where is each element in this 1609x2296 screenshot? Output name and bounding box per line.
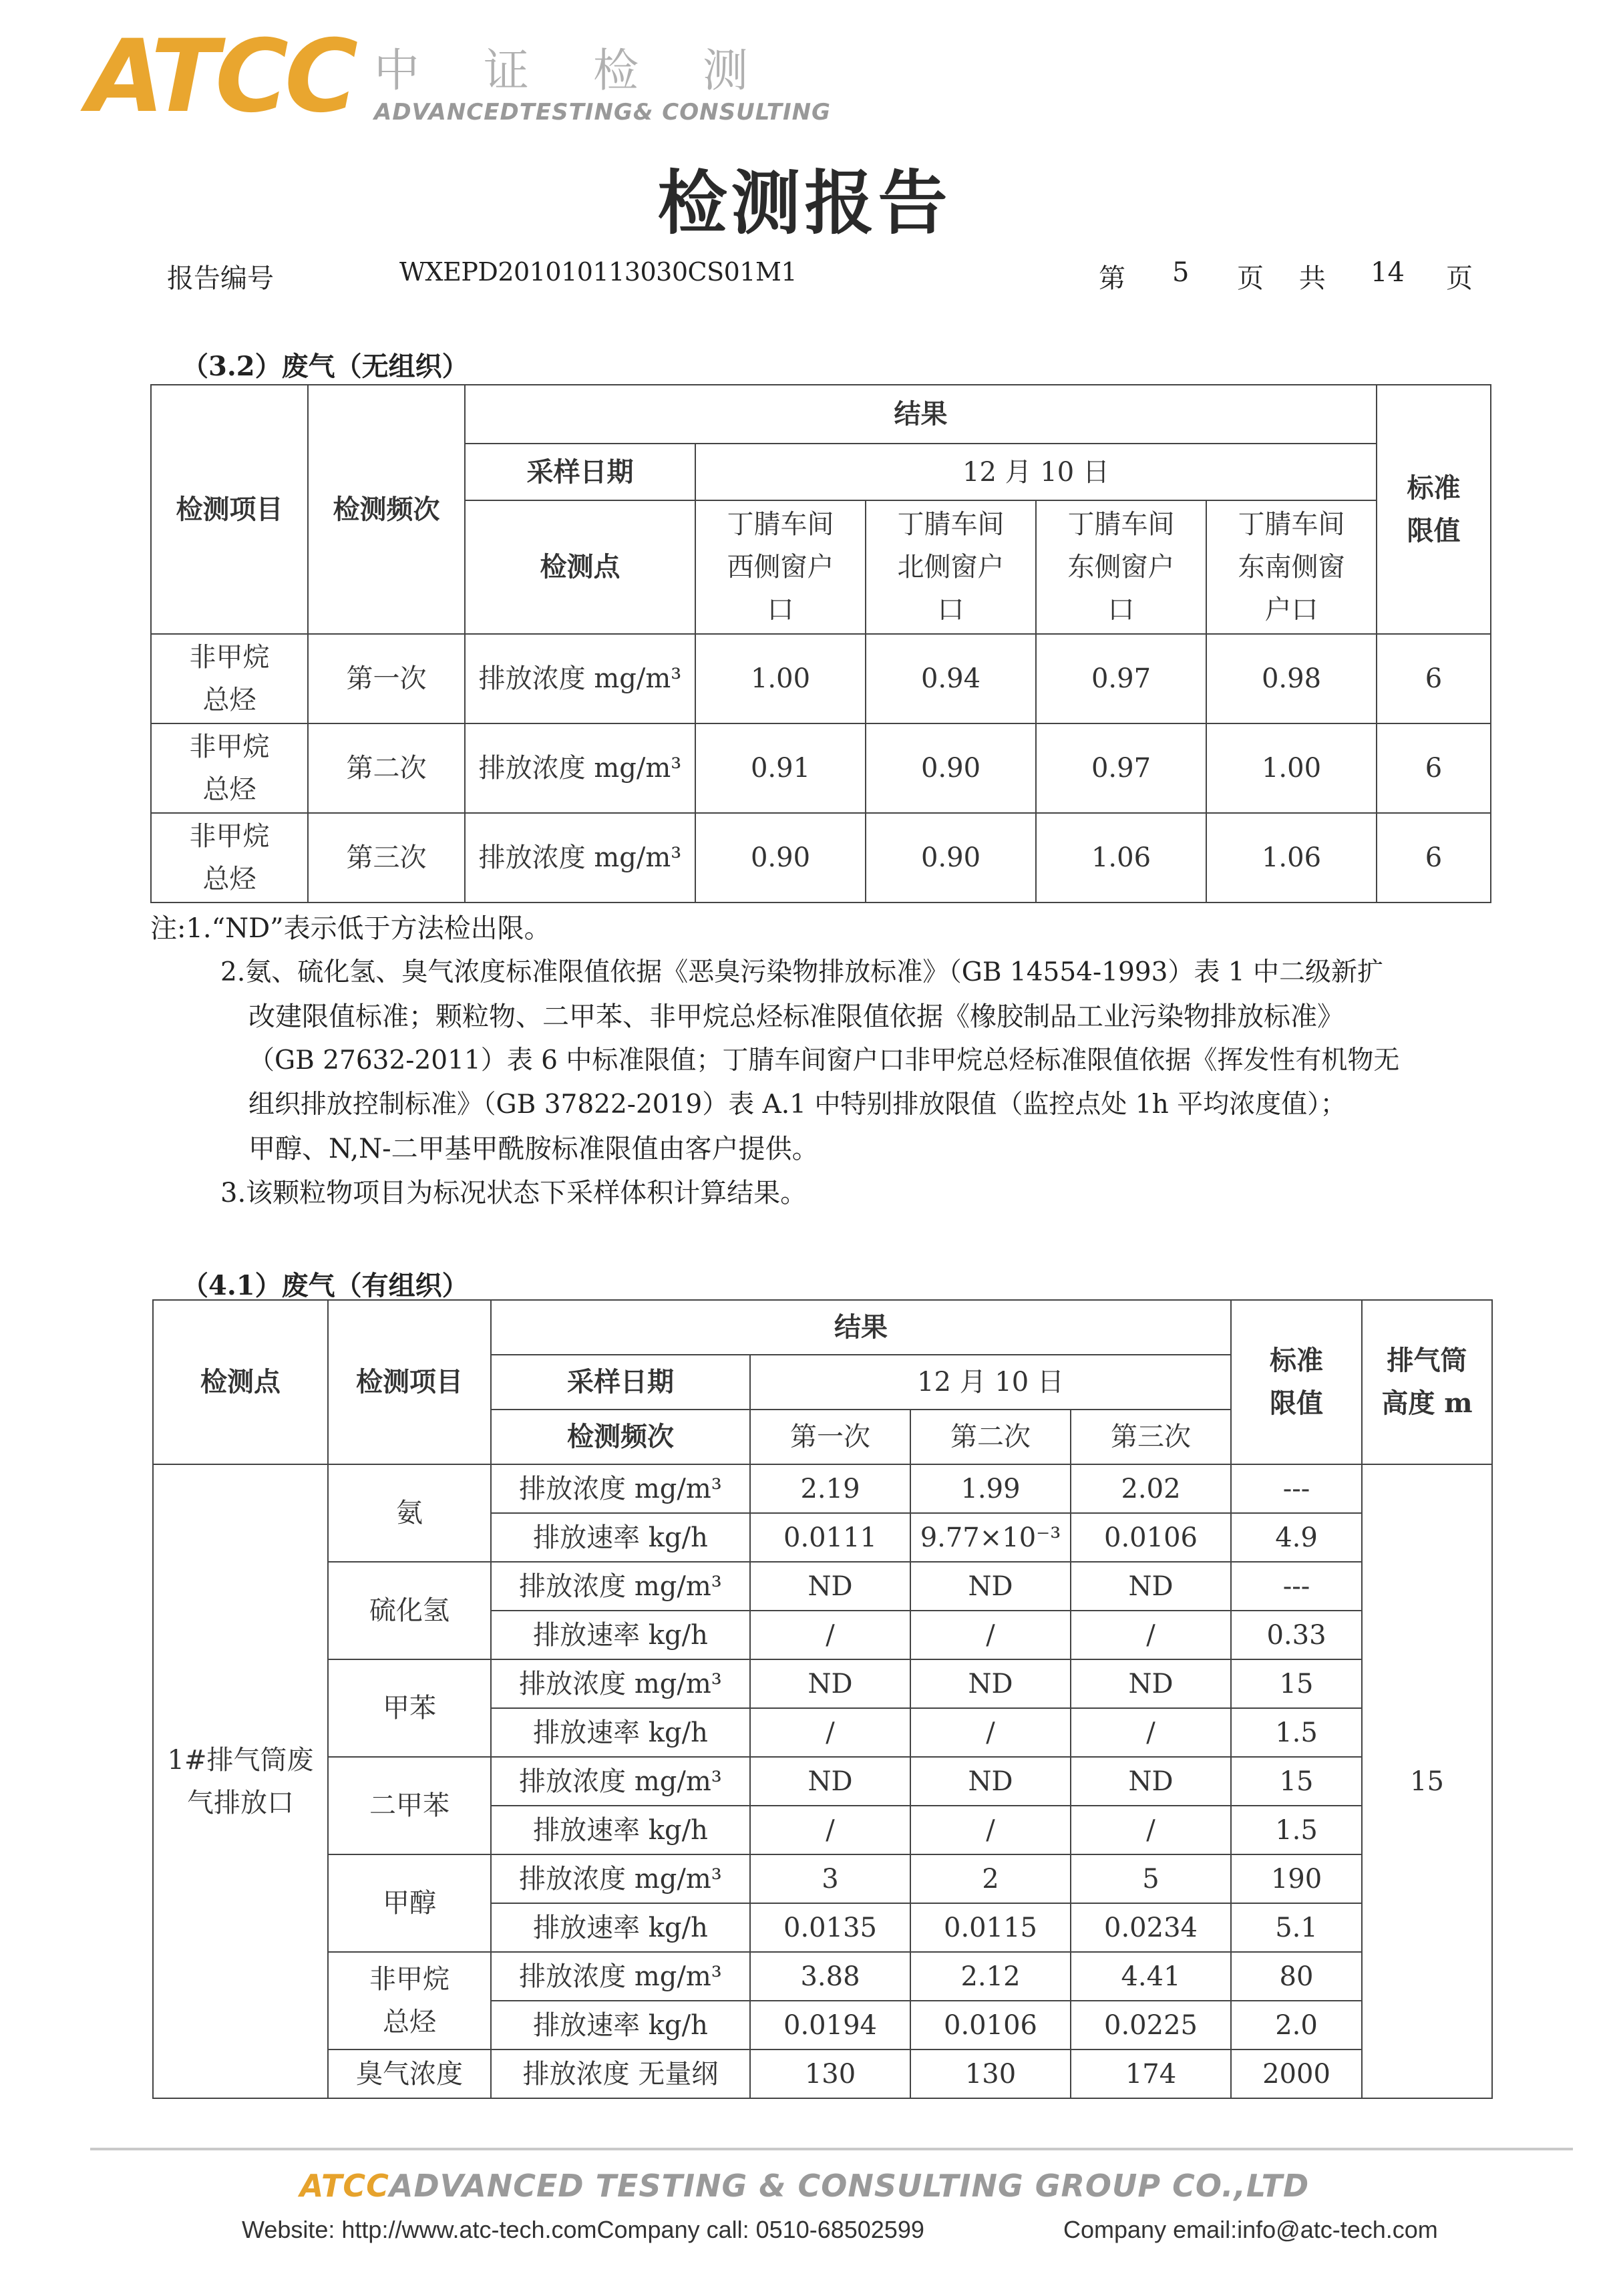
- row-item: 硫化氢: [328, 1562, 491, 1659]
- row-value: 4.41: [1071, 1952, 1231, 2001]
- table-row: [153, 1854, 1492, 1903]
- page-suffix: 页: [1446, 263, 1473, 294]
- table-row: [153, 1757, 1492, 1806]
- point-3: [1036, 500, 1206, 634]
- row-parameter: 排放速率 kg/h: [491, 2001, 750, 2049]
- row-item-text: 非甲烷总烃: [189, 642, 270, 715]
- header-stack-height-text: 排气筒高度 m: [1381, 1345, 1473, 1419]
- report-number-label: 报告编号: [167, 263, 274, 294]
- row-limit: 1.5: [1231, 1708, 1362, 1757]
- row-limit: ---: [1231, 1562, 1362, 1611]
- note-line: 注:1.“ND”表示低于方法检出限。: [150, 913, 551, 944]
- row-parameter: 排放浓度 mg/m³: [491, 1659, 750, 1708]
- row-value: ND: [750, 1562, 910, 1611]
- footer-company-name: [0, 2168, 1609, 2204]
- point-1: [695, 500, 866, 634]
- row-value: 1.00: [695, 634, 866, 723]
- logo-chinese-name: 中证检测: [374, 45, 813, 98]
- row-value: 0.90: [866, 723, 1036, 813]
- row-item: 甲苯: [328, 1659, 491, 1757]
- footer-website: Website: http://www.atc-tech.comCompany call: 0510-68502599: [242, 2216, 924, 2243]
- row-value: 0.0115: [910, 1903, 1071, 1952]
- row-value: 0.0194: [750, 2001, 910, 2049]
- sampling-point: [153, 1464, 328, 2098]
- row-value: 0.97: [1036, 723, 1206, 813]
- note-line: 组织排放控制标准》（GB 37822-2019）表 A.1 中特别排放限值（监控点处 1h 平均浓度值）；: [248, 1090, 1347, 1120]
- row-value: 0.97: [1036, 634, 1206, 723]
- row-value: 0.98: [1206, 634, 1377, 723]
- footer-divider: [90, 2148, 1573, 2150]
- header-stack-height: [1362, 1300, 1492, 1464]
- row-parameter: 排放速率 kg/h: [491, 1611, 750, 1659]
- row-item: [328, 1952, 491, 2049]
- table-row: [151, 634, 1491, 723]
- logo-english-name: ADVANCEDTESTING& CONSULTING: [374, 99, 831, 126]
- row-limit: 6: [1377, 634, 1491, 723]
- header-frequency-label: 检测频次: [491, 1410, 750, 1464]
- row-limit: 190: [1231, 1854, 1362, 1903]
- row-value: ND: [910, 1562, 1071, 1611]
- header-item: 检测项目: [328, 1300, 491, 1464]
- footer-email: Company email:info@atc-tech.com: [1063, 2216, 1438, 2243]
- row-value: ND: [910, 1757, 1071, 1806]
- row-item: 氨: [328, 1464, 491, 1562]
- row-value: 1.06: [1206, 813, 1377, 903]
- row-value: /: [910, 1708, 1071, 1757]
- row-parameter: 排放速率 kg/h: [491, 1513, 750, 1562]
- row-item-text: 非甲烷总烃: [189, 821, 270, 894]
- row-item: [151, 723, 308, 813]
- row-value: 0.0225: [1071, 2001, 1231, 2049]
- header-item: 检测项目: [151, 385, 308, 634]
- row-parameter: 排放浓度 mg/m³: [465, 813, 695, 903]
- header-point: 检测点: [153, 1300, 328, 1464]
- row-value: /: [750, 1611, 910, 1659]
- header-standard-text: 标准限值: [1270, 1345, 1323, 1419]
- row-item-text: 非甲烷总烃: [369, 1964, 450, 2037]
- row-value: 0.90: [866, 813, 1036, 903]
- row-parameter: 排放速率 kg/h: [491, 1806, 750, 1854]
- section-title-fugitive: （3.2）废气（无组织）: [182, 351, 469, 382]
- row-value: /: [1071, 1806, 1231, 1854]
- table-row: [153, 2049, 1492, 2098]
- row-value: 130: [750, 2049, 910, 2098]
- header-frequency: 检测频次: [308, 385, 465, 634]
- row-value: ND: [1071, 1659, 1231, 1708]
- header-frequency-1: 第一次: [750, 1410, 910, 1464]
- row-item: [151, 813, 308, 903]
- row-value: /: [1071, 1611, 1231, 1659]
- row-value: 2: [910, 1854, 1071, 1903]
- table-row: [153, 1562, 1492, 1611]
- header-sample-date-label: 采样日期: [491, 1355, 750, 1410]
- page-mid: 页 共: [1237, 263, 1326, 294]
- note-line: 改建限值标准；颗粒物、二甲苯、非甲烷总烃标准限值依据《橡胶制品工业污染物排放标准》: [248, 1001, 1344, 1032]
- row-value: 0.0106: [1071, 1513, 1231, 1562]
- row-value: 1.06: [1036, 813, 1206, 903]
- footer-company-rest: ADVANCED TESTING & CONSULTING GROUP CO.,LTD: [389, 2168, 1310, 2204]
- row-value: 0.90: [695, 813, 866, 903]
- header-frequency-2: 第二次: [910, 1410, 1071, 1464]
- organized-emission-table: [152, 1299, 1493, 2099]
- fugitive-emission-table: [150, 384, 1491, 903]
- row-frequency: 第三次: [308, 813, 465, 903]
- point-3-text: 丁腈车间东侧窗户口: [1067, 509, 1175, 625]
- row-value: 3.88: [750, 1952, 910, 2001]
- row-item: [151, 634, 308, 723]
- row-parameter: 排放浓度 mg/m³: [465, 634, 695, 723]
- point-1-text: 丁腈车间西侧窗户口: [727, 509, 834, 625]
- row-value: /: [910, 1806, 1071, 1854]
- point-2: [866, 500, 1036, 634]
- row-frequency: 第二次: [308, 723, 465, 813]
- row-limit: 15: [1231, 1757, 1362, 1806]
- row-limit: 2.0: [1231, 2001, 1362, 2049]
- note-line: （GB 27632-2011）表 6 中标准限值；丁腈车间窗户口非甲烷总烃标准限值依据《挥发性有机物无: [248, 1045, 1400, 1076]
- row-value: 0.0234: [1071, 1903, 1231, 1952]
- page-current: 5: [1172, 257, 1190, 288]
- header-standard: [1377, 385, 1491, 634]
- row-value: 3: [750, 1854, 910, 1903]
- row-parameter: 排放浓度 mg/m³: [491, 1464, 750, 1513]
- row-value: 0.91: [695, 723, 866, 813]
- row-parameter: 排放浓度 mg/m³: [491, 1952, 750, 2001]
- row-item: 二甲苯: [328, 1757, 491, 1854]
- row-value: 0.0135: [750, 1903, 910, 1952]
- row-value: 0.0111: [750, 1513, 910, 1562]
- note-line: 3.该颗粒物项目为标况状态下采样体积计算结果。: [220, 1178, 808, 1208]
- row-frequency: 第一次: [308, 634, 465, 723]
- row-parameter: 排放速率 kg/h: [491, 1708, 750, 1757]
- row-value: 0.94: [866, 634, 1036, 723]
- note-line: 甲醇、N,N-二甲基甲酰胺标准限值由客户提供。: [248, 1134, 819, 1164]
- row-value: /: [750, 1806, 910, 1854]
- row-limit: ---: [1231, 1464, 1362, 1513]
- company-logo: [87, 19, 831, 135]
- row-limit: 6: [1377, 723, 1491, 813]
- table-row: [151, 813, 1491, 903]
- point-4: [1206, 500, 1377, 634]
- row-value: 2.19: [750, 1464, 910, 1513]
- note-line: 2.氨、硫化氢、臭气浓度标准限值依据《恶臭污染物排放标准》（GB 14554-1993）表 1 中二级新扩: [220, 957, 1384, 987]
- row-value: ND: [910, 1659, 1071, 1708]
- header-result: 结果: [491, 1300, 1231, 1355]
- header-result: 结果: [465, 385, 1377, 444]
- header-standard-text: 标准限值: [1407, 472, 1461, 546]
- header-sample-date: 12 月 10 日: [750, 1355, 1231, 1410]
- row-value: 1.00: [1206, 723, 1377, 813]
- row-parameter: 排放浓度 mg/m³: [491, 1562, 750, 1611]
- row-limit: 4.9: [1231, 1513, 1362, 1562]
- page-total: 14: [1371, 257, 1405, 288]
- row-limit: 0.33: [1231, 1611, 1362, 1659]
- row-limit: 1.5: [1231, 1806, 1362, 1854]
- row-limit: 6: [1377, 813, 1491, 903]
- row-parameter: 排放浓度 无量纲: [491, 2049, 750, 2098]
- row-item: 臭气浓度: [328, 2049, 491, 2098]
- header-standard: [1231, 1300, 1362, 1464]
- row-value: 1.99: [910, 1464, 1071, 1513]
- header-sample-date: 12 月 10 日: [695, 444, 1377, 500]
- table-row: [153, 1659, 1492, 1708]
- header-frequency-3: 第三次: [1071, 1410, 1231, 1464]
- row-value: ND: [750, 1659, 910, 1708]
- row-value: 9.77×10⁻³: [910, 1513, 1071, 1562]
- footer-company-prefix: ATCC: [299, 2168, 389, 2204]
- logo-letters: ATCC: [87, 19, 355, 135]
- row-parameter: 排放浓度 mg/m³: [491, 1854, 750, 1903]
- sampling-point-text: 1#排气筒废气排放口: [167, 1744, 314, 1818]
- point-4-text: 丁腈车间东南侧窗户口: [1238, 509, 1345, 625]
- row-limit: 15: [1231, 1659, 1362, 1708]
- stack-height: 15: [1362, 1464, 1492, 2098]
- row-parameter: 排放浓度 mg/m³: [491, 1757, 750, 1806]
- report-title: 检测报告: [657, 162, 952, 244]
- row-value: 0.0106: [910, 2001, 1071, 2049]
- point-2-text: 丁腈车间北侧窗户口: [897, 509, 1005, 625]
- row-value: ND: [750, 1757, 910, 1806]
- row-item-text: 非甲烷总烃: [189, 731, 270, 805]
- row-value: 2.12: [910, 1952, 1071, 2001]
- row-value: /: [750, 1708, 910, 1757]
- row-value: /: [910, 1611, 1071, 1659]
- header-point: 检测点: [465, 500, 695, 634]
- table-row: [153, 1952, 1492, 2001]
- row-value: /: [1071, 1708, 1231, 1757]
- row-item: 甲醇: [328, 1854, 491, 1952]
- row-limit: 5.1: [1231, 1903, 1362, 1952]
- row-limit: 80: [1231, 1952, 1362, 2001]
- row-parameter: 排放速率 kg/h: [491, 1903, 750, 1952]
- report-number: WXEPD201010113030CS01M1: [399, 257, 797, 287]
- header-sample-date-label: 采样日期: [465, 444, 695, 500]
- section-title-organized: （4.1）废气（有组织）: [182, 1270, 469, 1301]
- row-value: ND: [1071, 1757, 1231, 1806]
- row-value: 2.02: [1071, 1464, 1231, 1513]
- row-parameter: 排放浓度 mg/m³: [465, 723, 695, 813]
- row-value: 174: [1071, 2049, 1231, 2098]
- table-row: [151, 723, 1491, 813]
- row-value: ND: [1071, 1562, 1231, 1611]
- row-value: 130: [910, 2049, 1071, 2098]
- table-row: [153, 1464, 1492, 1513]
- page-prefix: 第: [1099, 263, 1125, 294]
- row-limit: 2000: [1231, 2049, 1362, 2098]
- row-value: 5: [1071, 1854, 1231, 1903]
